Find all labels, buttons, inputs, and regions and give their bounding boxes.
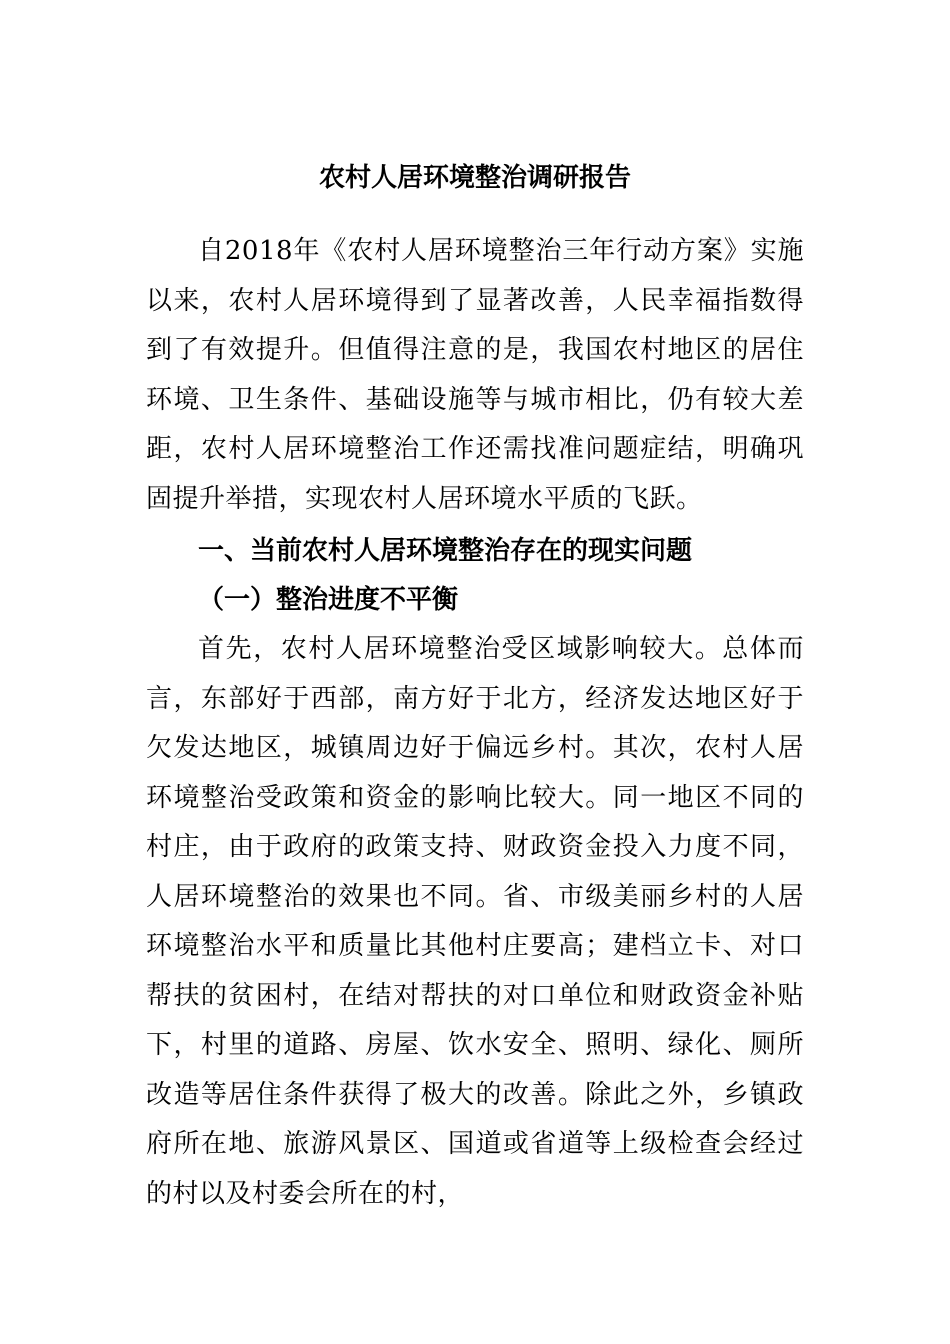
intro-paragraph: 自2018年《农村人居环境整治三年行动方案》实施以来，农村人居环境得到了显著改善，人民幸福指数得到了有效提升。但值得注意的是，我国农村地区的居住环境、卫生条件、基础设施等与城市相比，仍有较大差距，农村人居环境整治工作还需找准问题症结，明确巩固提升举措，实现农村人居环境水平质的飞跃。 xyxy=(146,236,804,514)
section-heading-1: 一、当前农村人居环境整治存在的现实问题 xyxy=(198,536,693,566)
document-title: 农村人居环境整治调研报告 xyxy=(318,163,631,193)
body-paragraph-2: 首先，农村人居环境整治受区域影响较大。总体而言，东部好于西部，南方好于北方，经济发达地区好于欠发达地区，城镇周边好于偏远乡村。其次，农村人居环境整治受政策和资金的影响比较大。同一地区不同的村庄，由于政府的政策支持、财政资金投入力度不同，人居环境整治的效果也不同。省、市级美丽乡村的人居环境整治水平和质量比其他村庄要高；建档立卡、对口帮扶的贫困村，在结对帮扶的对口单位和财政资金补贴下，村里的道路、房屋、饮水安全、照明、绿化、厕所改造等居住条件获得了极大的改善。除此之外，乡镇政府所在地、旅游风景区、国道或省道等上级检查会经过的村以及村委会所在的村， xyxy=(146,634,804,1209)
subsection-heading-1-1: （一）整治进度不平衡 xyxy=(198,585,459,615)
